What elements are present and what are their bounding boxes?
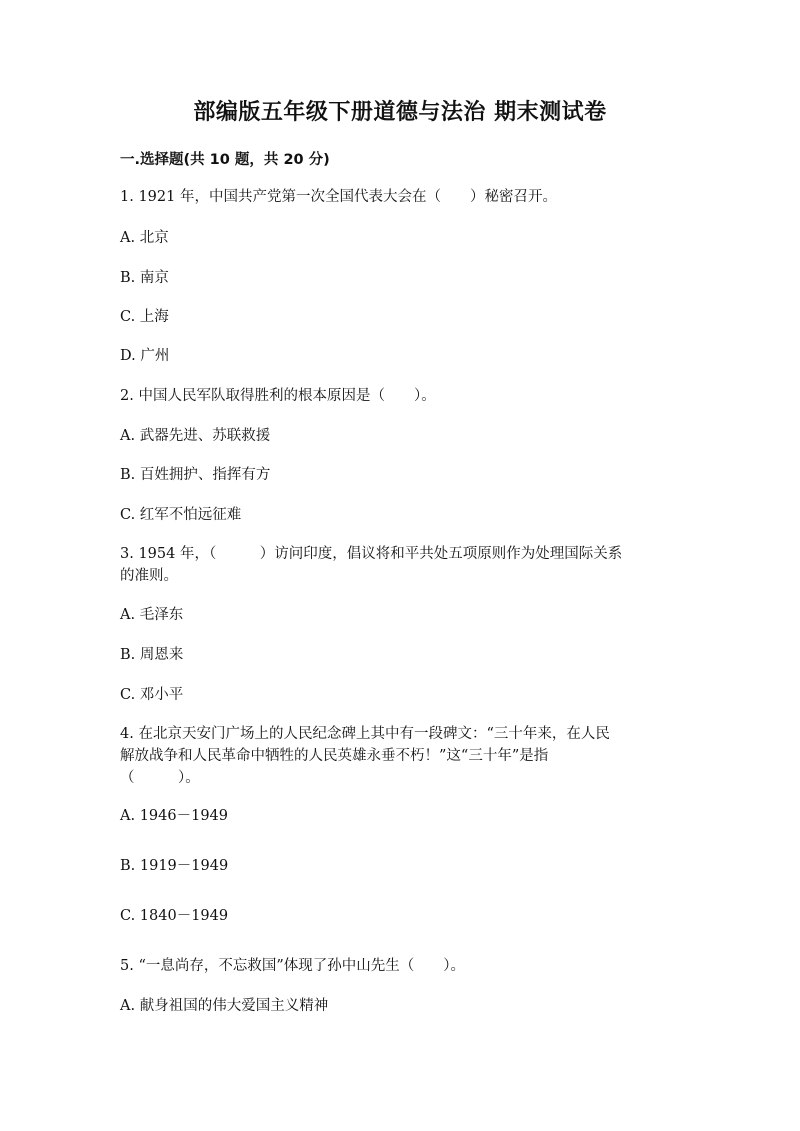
question-4-option-b: B. 1919－1949 <box>120 858 229 874</box>
section-heading: 一.选择题(共 10 题，共 20 分) <box>120 152 330 168</box>
question-1-option-c: C. 上海 <box>120 309 169 325</box>
question-5-stem: 5. “一息尚存，不忘救国”体现了孙中山先生（ ）。 <box>120 958 466 974</box>
question-4-option-c: C. 1840－1949 <box>120 908 229 924</box>
question-4-option-a: A. 1946－1949 <box>120 808 228 824</box>
question-1-option-b: B. 南京 <box>120 270 169 286</box>
question-1-option-a: A. 北京 <box>120 230 169 246</box>
page-title: 部编版五年级下册道德与法治 期末测试卷 <box>193 100 607 125</box>
question-4-stem-line-1: 4. 在北京天安门广场上的人民纪念碑上其中有一段碑文：“三十年来，在人民 <box>120 726 610 742</box>
question-2-stem: 2. 中国人民军队取得胜利的根本原因是（ ）。 <box>120 388 436 404</box>
question-2-option-a: A. 武器先进、苏联救援 <box>120 428 271 444</box>
question-1-stem: 1. 1921 年，中国共产党第一次全国代表大会在（ ）秘密召开。 <box>120 189 557 205</box>
question-2-option-c: C. 红军不怕远征难 <box>120 507 242 523</box>
question-3-stem-line-2: 的准则。 <box>120 568 178 584</box>
question-5-option-a: A. 献身祖国的伟大爱国主义精神 <box>120 998 329 1014</box>
question-3-option-c: C. 邓小平 <box>120 687 184 703</box>
question-2-option-b: B. 百姓拥护、指挥有方 <box>120 467 271 483</box>
question-3-option-a: A. 毛泽东 <box>120 607 184 623</box>
question-1-option-d: D. 广州 <box>120 348 170 364</box>
question-3-option-b: B. 周恩来 <box>120 647 184 663</box>
question-4-stem-line-3: （ ）。 <box>120 770 200 786</box>
question-4-stem-line-2: 解放战争和人民革命中牺牲的人民英雄永垂不朽！”这“三十年”是指 <box>120 748 549 764</box>
question-3-stem-line-1: 3. 1954 年，（ ）访问印度，倡议将和平共处五项原则作为处理国际关系 <box>120 546 623 562</box>
